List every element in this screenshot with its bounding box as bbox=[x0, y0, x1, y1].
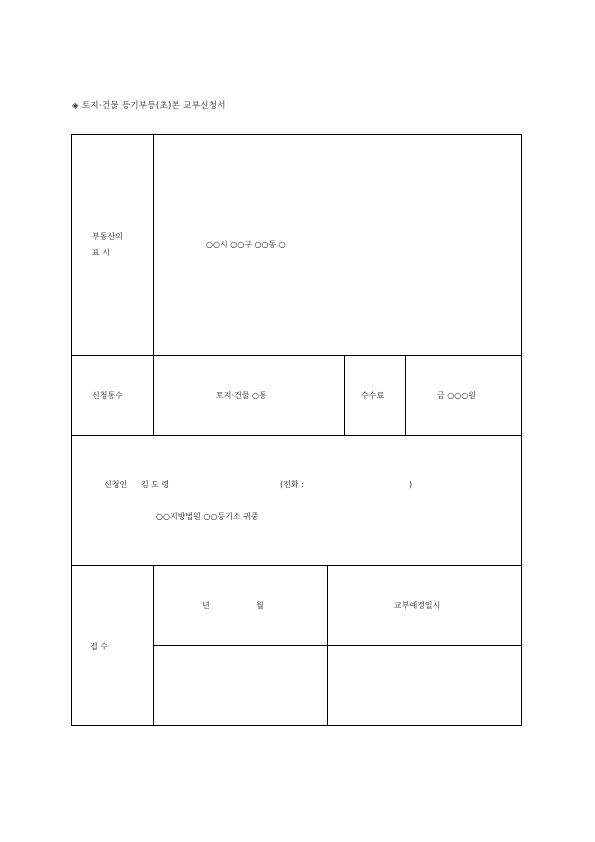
table-border-top bbox=[71, 134, 522, 135]
row-divider-receipt bbox=[153, 645, 522, 646]
applicant-name: 김 도 령 bbox=[141, 480, 170, 489]
applicant-phone-label: (전화 : bbox=[280, 480, 304, 489]
property-address: ○○시 ○○구 ○○동 ○ bbox=[206, 240, 286, 249]
table-border-right bbox=[521, 134, 522, 726]
label-column-divider-top bbox=[153, 134, 154, 436]
row-divider-property bbox=[71, 355, 522, 356]
label-column-divider-bottom bbox=[153, 565, 154, 726]
receipt-year-label: 년 bbox=[202, 601, 210, 610]
row-divider-copies bbox=[71, 435, 522, 436]
table-border-left bbox=[71, 134, 72, 726]
application-form-table bbox=[71, 134, 522, 726]
fee-label: 수수료 bbox=[361, 391, 385, 400]
document-title: ◈ 토지·건물 등기부등(초)본 교부신청서 bbox=[72, 101, 226, 111]
property-label-line2: 표 시 bbox=[92, 248, 110, 257]
applicant-label: 신청인 bbox=[104, 480, 128, 489]
receipt-column-divider bbox=[327, 565, 328, 726]
receipt-label: 접 수 bbox=[90, 642, 108, 651]
applicant-phone-close: ) bbox=[409, 480, 413, 489]
court-addressee: ○○지방법원 ○○등기소 귀중 bbox=[156, 512, 259, 521]
property-label-line1: 부동산의 bbox=[92, 232, 123, 241]
delivery-date-label: 교부예정일시 bbox=[394, 601, 441, 610]
fee-label-divider-right bbox=[405, 355, 406, 436]
row-divider-applicant bbox=[71, 565, 522, 566]
receipt-month-label: 월 bbox=[256, 601, 264, 610]
fee-label-divider-left bbox=[344, 355, 345, 436]
copies-value: 토지·건물 ○통 bbox=[216, 391, 267, 400]
copies-label: 신청통수 bbox=[92, 391, 123, 400]
fee-value: 금 ○○○원 bbox=[437, 391, 476, 400]
table-border-bottom bbox=[71, 725, 522, 726]
